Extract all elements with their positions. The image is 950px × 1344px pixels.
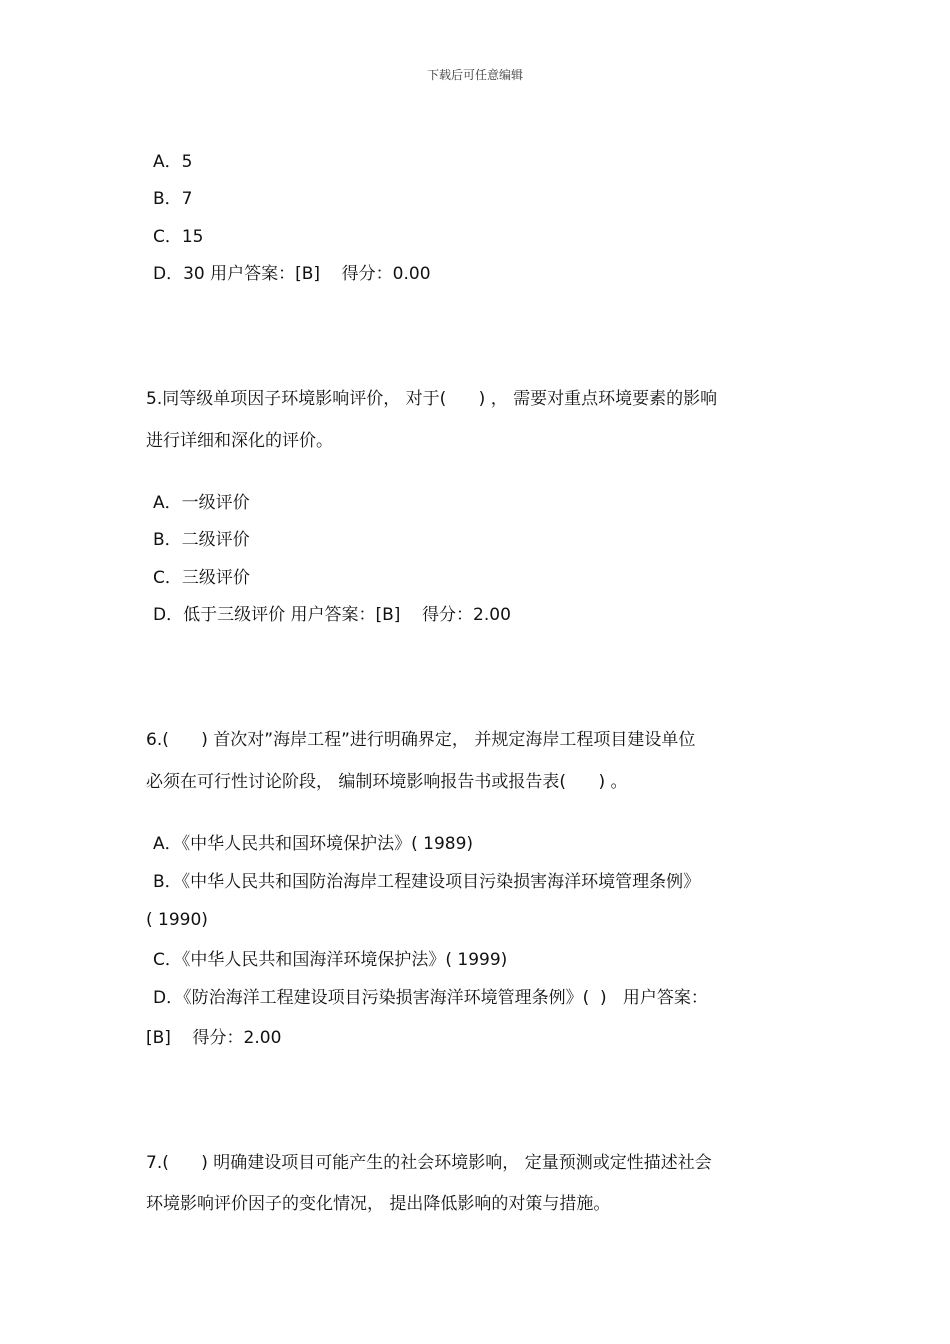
q6-option-d-line1: D．《防治海洋工程建设项目污染损害海洋环境管理条例》( ) 用户答案：	[153, 988, 708, 1008]
q7-stem-line1: 7.( ) 明确建设项目可能产生的社会环境影响， 定量预测或定性描述社会	[146, 1153, 712, 1173]
q5-stem-line1: 5.同等级单项因子环境影响评价， 对于( ) ， 需要对重点环境要素的影响	[146, 389, 718, 409]
q7-stem-line2: 环境影响评价因子的变化情况， 提出降低影响的对策与措施。	[146, 1194, 611, 1214]
q5-option-a: A．一级评价	[153, 493, 250, 513]
q5-stem-line2: 进行详细和深化的评价。	[146, 431, 333, 451]
q5-option-b: B．二级评价	[153, 530, 250, 550]
q6-option-a: A．《中华人民共和国环境保护法》( 1989)	[153, 834, 474, 854]
q6-option-b-line2: ( 1990)	[146, 910, 208, 930]
q4-option-a: A．5	[153, 152, 193, 172]
q6-option-c: C．《中华人民共和国海洋环境保护法》( 1999)	[153, 950, 508, 970]
q6-stem-line2: 必须在可行性讨论阶段， 编制环境影响报告书或报告表( ) 。	[146, 772, 628, 792]
q4-option-b: B．7	[153, 189, 193, 209]
page-header: 下载后可任意编辑	[426, 68, 523, 82]
q4-option-d-answer: D．30 用户答案：[B] 得分：0.00	[153, 264, 431, 284]
q6-stem-line1: 6.( ) 首次对”海岸工程”进行明确界定， 并规定海岸工程项目建设单位	[146, 730, 696, 750]
q6-option-b-line1: B．《中华人民共和国防治海岸工程建设项目污染损害海洋环境管理条例》	[153, 872, 701, 892]
q4-option-c: C．15	[153, 227, 204, 247]
q5-option-c: C．三级评价	[153, 568, 250, 588]
q6-option-d-line2-answer: [B] 得分：2.00	[146, 1028, 282, 1048]
q5-option-d-answer: D．低于三级评价 用户答案：[B] 得分：2.00	[153, 605, 511, 625]
